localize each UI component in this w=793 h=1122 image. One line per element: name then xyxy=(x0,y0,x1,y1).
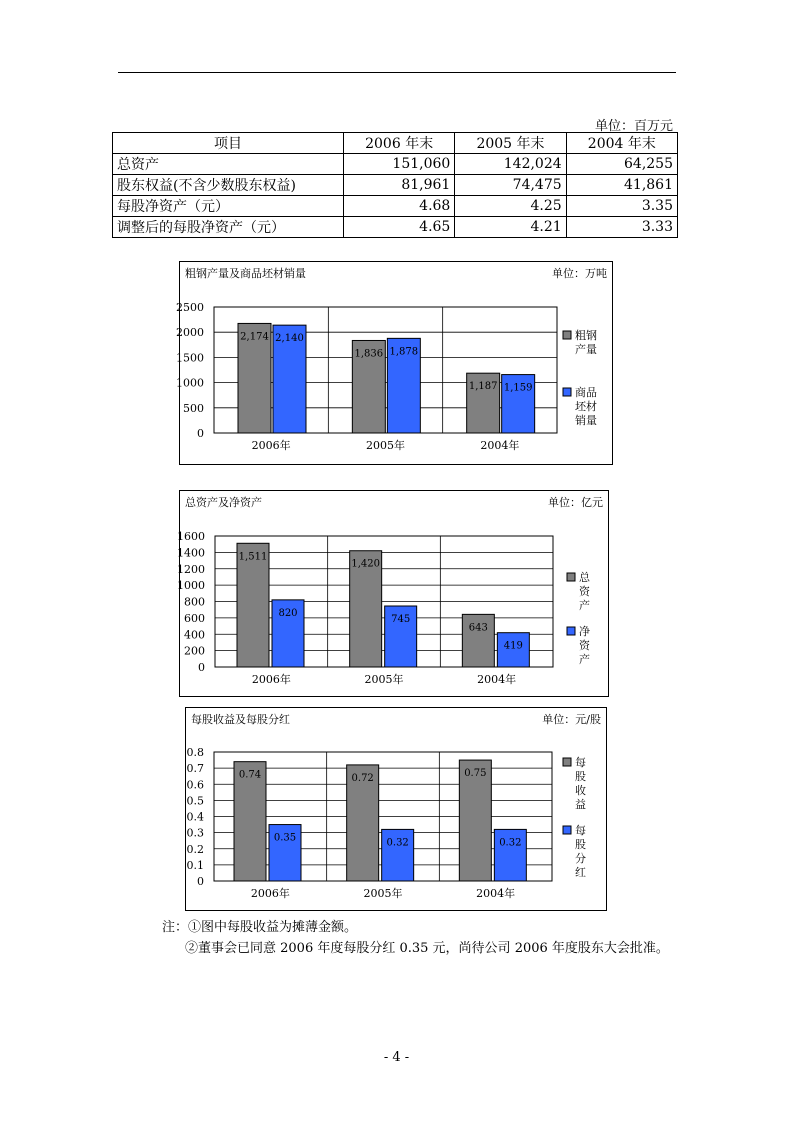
y-tick-label: 0.7 xyxy=(186,762,204,776)
chart-assets xyxy=(179,490,609,697)
y-tick-label: 1200 xyxy=(177,562,205,576)
legend-swatch xyxy=(563,758,571,766)
y-tick-label: 800 xyxy=(184,595,205,609)
bar-data-label: 1,878 xyxy=(389,346,419,358)
legend-swatch xyxy=(567,573,575,581)
page-number: - 4 - xyxy=(383,1050,410,1065)
bar-data-label: 2,140 xyxy=(275,333,304,345)
y-tick-label: 1000 xyxy=(177,579,205,593)
bar-data-label: 0.74 xyxy=(238,769,262,781)
y-tick-label: 1500 xyxy=(176,351,204,365)
note-line-1: 注：①图中每股收益为摊薄金额。 xyxy=(162,920,358,935)
table-row xyxy=(113,154,678,175)
chart-assets-svg xyxy=(179,490,609,697)
legend-label: 资 xyxy=(579,639,590,652)
chart-title: 粗钢产量及商品坯材销量 xyxy=(185,267,306,280)
legend-label: 产 xyxy=(579,653,590,666)
legend-label: 资 xyxy=(579,585,590,598)
bar-data-label: 745 xyxy=(391,614,411,626)
chart-unit: 单位：亿元 xyxy=(548,496,603,509)
bar-data-label: 0.35 xyxy=(273,832,297,844)
table-header-row xyxy=(113,133,678,154)
y-tick-label: 2500 xyxy=(176,301,204,314)
legend-label: 股 xyxy=(575,838,586,851)
y-tick-label: 0.3 xyxy=(186,826,204,840)
cell-value: 41,861 xyxy=(566,175,677,196)
legend-swatch xyxy=(563,388,571,396)
cell-value: 4.25 xyxy=(455,196,566,217)
y-tick-label: 0 xyxy=(198,661,205,674)
legend-label: 销量 xyxy=(575,414,597,427)
legend-label: 商品 xyxy=(575,386,597,399)
bar-data-label: 820 xyxy=(278,607,298,619)
x-tick-label: 2005年 xyxy=(364,673,404,686)
y-tick-label: 0.1 xyxy=(186,858,204,872)
cell-value: 81,961 xyxy=(344,175,455,196)
bar-data-label: 419 xyxy=(503,640,523,652)
x-tick-label: 2006年 xyxy=(251,673,291,686)
y-tick-label: 0.4 xyxy=(186,810,204,824)
legend-label: 粗钢 xyxy=(575,329,597,342)
legend-label: 分 xyxy=(575,852,586,865)
x-tick-label: 2005年 xyxy=(366,439,405,452)
chart-eps-dividend-svg xyxy=(185,707,607,911)
cell-value: 64,255 xyxy=(566,154,677,175)
y-tick-label: 500 xyxy=(183,401,204,415)
chart-steel-output-svg xyxy=(176,261,613,465)
x-tick-label: 2004年 xyxy=(476,887,516,900)
bar-data-label: 0.32 xyxy=(386,837,409,849)
y-tick-label: 600 xyxy=(184,611,205,625)
cell-value: 142,024 xyxy=(455,154,566,175)
cell-value: 74,475 xyxy=(455,175,566,196)
y-tick-label: 200 xyxy=(184,644,205,658)
table-row xyxy=(113,175,678,196)
y-tick-label: 0.5 xyxy=(186,794,204,808)
table-row xyxy=(113,196,678,217)
bar-data-label: 2,174 xyxy=(240,331,269,343)
y-tick-label: 400 xyxy=(184,628,205,642)
row-label: 总资产 xyxy=(113,154,344,175)
legend-swatch xyxy=(563,331,571,339)
legend-swatch xyxy=(563,826,571,834)
bar-data-label: 1,836 xyxy=(354,348,384,360)
y-tick-label: 0 xyxy=(197,427,204,440)
bar-data-label: 1,159 xyxy=(503,382,533,394)
chart-title: 每股收益及每股分红 xyxy=(191,713,290,726)
x-tick-label: 2006年 xyxy=(250,887,290,900)
bar-data-label: 0.75 xyxy=(464,768,487,780)
bar-data-label: 1,420 xyxy=(351,558,380,570)
header-rule xyxy=(118,72,676,73)
header-item: 项目 xyxy=(113,133,344,154)
header-2005: 2005 年末 xyxy=(455,133,566,154)
legend-label: 产 xyxy=(579,599,590,612)
bar-data-label: 0.72 xyxy=(351,772,374,784)
y-tick-label: 0.2 xyxy=(186,842,204,856)
x-tick-label: 2005年 xyxy=(363,887,403,900)
note-line-2: ②董事会已同意 2006 年度每股分红 0.35 元，尚待公司 2006 年度股东大会批准。 xyxy=(185,941,669,956)
x-tick-label: 2004年 xyxy=(480,439,520,452)
legend-swatch xyxy=(567,627,575,635)
bar-data-label: 0.32 xyxy=(499,837,522,849)
row-label: 每股净资产（元） xyxy=(113,196,344,217)
bar-data-label: 1,511 xyxy=(238,551,268,563)
legend-label: 净 xyxy=(579,625,590,638)
y-tick-label: 0.8 xyxy=(186,746,204,759)
x-tick-label: 2006年 xyxy=(251,439,291,452)
y-tick-label: 1600 xyxy=(177,530,205,543)
bar-data-label: 1,187 xyxy=(468,381,498,393)
cell-value: 151,060 xyxy=(344,154,455,175)
chart-eps-dividend xyxy=(185,707,607,911)
legend-label: 坯材 xyxy=(575,400,597,413)
chart-unit: 单位：万吨 xyxy=(552,267,607,280)
financial-table xyxy=(112,132,678,238)
cell-value: 3.33 xyxy=(566,217,677,238)
cell-value: 4.21 xyxy=(455,217,566,238)
legend-label: 总 xyxy=(579,571,590,584)
legend-label: 红 xyxy=(575,866,586,879)
table-row xyxy=(113,217,678,238)
chart-steel-output xyxy=(176,261,613,465)
y-tick-label: 2000 xyxy=(176,326,204,340)
legend-label: 每 xyxy=(575,824,586,837)
header-2004: 2004 年末 xyxy=(566,133,677,154)
row-label: 调整后的每股净资产（元） xyxy=(113,217,344,238)
legend-label: 每 xyxy=(575,756,586,769)
y-tick-label: 0 xyxy=(197,875,204,888)
row-label: 股东权益(不含少数股东权益) xyxy=(113,175,344,196)
legend-label: 收 xyxy=(575,784,586,797)
chart-title: 总资产及净资产 xyxy=(185,496,262,509)
x-tick-label: 2004年 xyxy=(477,673,517,686)
legend-label: 股 xyxy=(575,770,586,783)
bar-data-label: 643 xyxy=(468,622,488,634)
cell-value: 3.35 xyxy=(566,196,677,217)
chart-unit: 单位：元/股 xyxy=(542,713,601,726)
table-unit-label: 单位：百万元 xyxy=(594,119,673,134)
y-tick-label: 1000 xyxy=(176,376,204,390)
legend-label: 产量 xyxy=(575,343,597,356)
legend-label: 益 xyxy=(575,798,586,811)
cell-value: 4.65 xyxy=(344,217,455,238)
header-2006: 2006 年末 xyxy=(344,133,455,154)
y-tick-label: 1400 xyxy=(177,546,205,560)
cell-value: 4.68 xyxy=(344,196,455,217)
y-tick-label: 0.6 xyxy=(186,778,204,792)
